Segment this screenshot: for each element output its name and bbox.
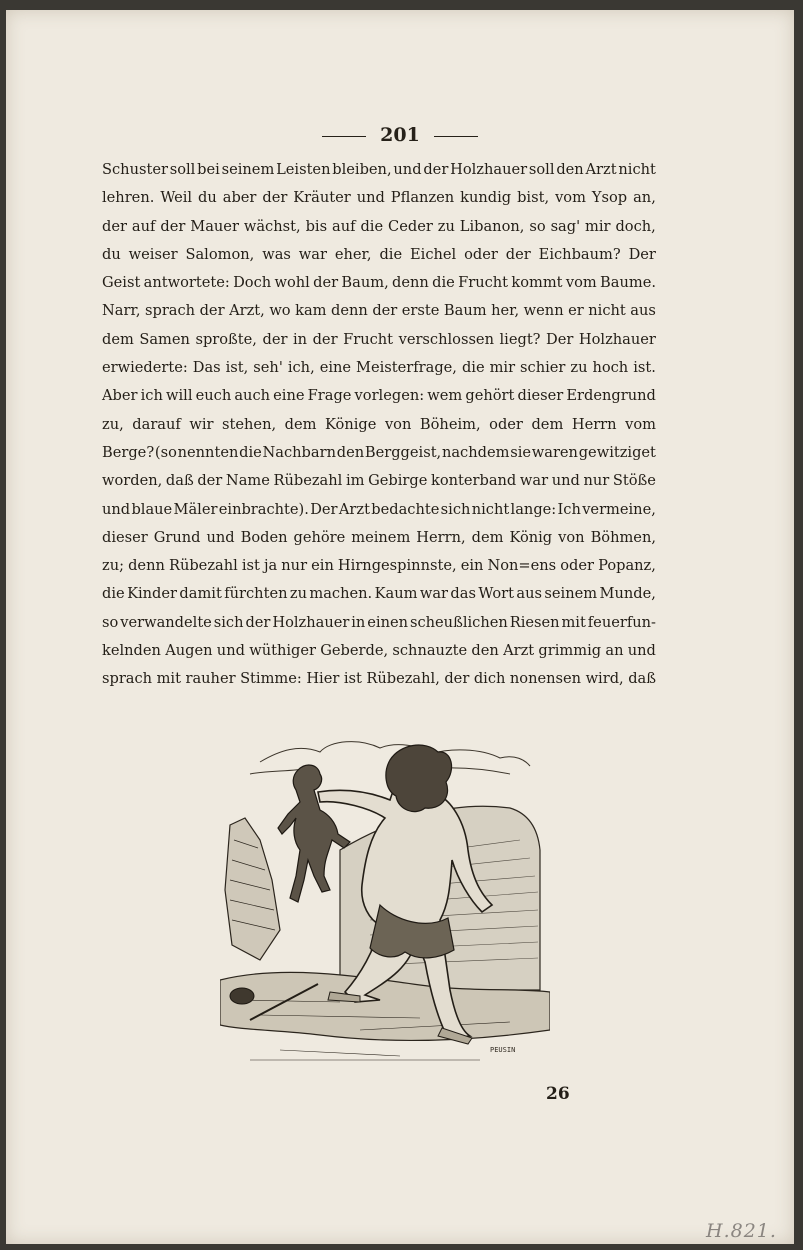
woodcut-illustration <box>220 730 550 1075</box>
header-rule-right <box>434 136 478 137</box>
word: darauf <box>132 415 181 433</box>
word: zu <box>570 359 588 377</box>
word: nicht <box>588 302 626 320</box>
word: zu; <box>102 557 125 575</box>
word: sich <box>440 500 471 518</box>
word: an <box>605 642 624 660</box>
word: der <box>199 302 225 320</box>
word: Schuster <box>102 161 168 178</box>
word: Nachbarn <box>262 443 336 461</box>
text-line <box>102 524 656 552</box>
word: die <box>461 359 485 377</box>
word: der <box>262 189 288 207</box>
word: Ceder <box>388 217 433 235</box>
word: Kinder <box>127 585 177 603</box>
word: Holzhauer <box>272 613 350 631</box>
word: Frucht <box>343 330 394 348</box>
word: Wort <box>478 585 515 603</box>
word: den <box>471 642 499 660</box>
word: seinem <box>544 585 598 603</box>
word: ist <box>241 557 260 575</box>
word: nachdem <box>441 443 510 461</box>
word: der <box>312 330 338 348</box>
word: ich, <box>287 359 315 377</box>
word: von <box>558 528 585 546</box>
word: liegt? <box>499 330 541 348</box>
word: König <box>509 528 553 546</box>
word: Salomon, <box>185 245 255 263</box>
word: der <box>444 670 470 688</box>
word: bis <box>305 217 328 235</box>
word: Ysop <box>591 189 628 207</box>
word: zu, <box>102 415 124 433</box>
word: den <box>336 443 365 461</box>
word: Arzt <box>338 500 370 518</box>
word: Der <box>628 245 656 263</box>
word: vom <box>555 189 586 207</box>
word: Leisten <box>276 161 331 178</box>
word: den <box>556 161 584 178</box>
word: eine <box>319 359 352 377</box>
text-line <box>102 241 656 269</box>
word: und <box>551 472 580 490</box>
word: sprach <box>102 670 153 688</box>
word: der <box>313 274 339 292</box>
word: Arzt <box>503 642 535 660</box>
word: hoch <box>592 359 629 377</box>
word: daß <box>165 472 194 490</box>
text-line <box>102 580 656 608</box>
word: Baume. <box>600 274 656 292</box>
word: Mäler <box>173 500 218 518</box>
text-line <box>102 354 656 382</box>
word: blaue <box>131 500 173 518</box>
word: sprach <box>144 302 196 320</box>
word: bei <box>197 161 220 178</box>
word: Rübezahl <box>273 472 343 490</box>
word: Grund <box>153 528 201 546</box>
word: meinem <box>351 528 411 546</box>
word: aus <box>516 585 543 603</box>
word: Arzt, <box>229 302 265 320</box>
word: sag' <box>550 217 581 235</box>
word: das <box>450 585 476 603</box>
page-number: 201 <box>380 124 420 146</box>
word: und <box>206 528 235 546</box>
body-text <box>102 156 656 694</box>
word: bist, <box>517 189 550 207</box>
word: wir <box>189 415 214 433</box>
word: der <box>372 302 398 320</box>
word: oder <box>464 245 498 263</box>
word: zu <box>289 585 307 603</box>
word: und <box>356 189 385 207</box>
word: von <box>384 415 412 433</box>
word: Rübezahl <box>168 557 238 575</box>
word: nur <box>583 472 610 490</box>
word: waren <box>531 443 578 461</box>
word: in <box>292 330 308 348</box>
word: gehöre <box>293 528 346 546</box>
word: die <box>102 585 125 603</box>
word: einbrachte). <box>218 500 309 518</box>
word: zu <box>437 217 455 235</box>
text-line <box>102 609 656 637</box>
word: Baum <box>443 302 487 320</box>
word: Ich <box>557 500 581 518</box>
word: erwiederte: <box>102 359 188 377</box>
word: Weil <box>160 189 193 207</box>
word: bleiben, <box>332 161 392 178</box>
word: Frucht <box>458 274 509 292</box>
word: her, <box>491 302 520 320</box>
word: war <box>519 472 549 490</box>
word: Berge? <box>102 443 155 461</box>
word: auf <box>131 217 156 235</box>
text-line <box>102 467 656 495</box>
word: Munde, <box>599 585 656 603</box>
word: Der <box>546 330 574 348</box>
word: so <box>529 217 546 235</box>
word: antwortete: <box>143 274 230 292</box>
word: Erdengrund <box>566 387 656 405</box>
word: machen. <box>309 585 373 603</box>
word: er <box>568 302 584 320</box>
word: ist <box>343 670 362 688</box>
word: Rübezahl, <box>366 670 440 688</box>
word: erste <box>401 302 440 320</box>
word: ein <box>311 557 334 575</box>
text-line <box>102 297 656 325</box>
text-line <box>102 665 656 693</box>
word: fürchten <box>224 585 288 603</box>
word: Riesen <box>509 613 560 631</box>
word: Aber <box>102 387 138 405</box>
word: der <box>160 217 186 235</box>
word: dieser <box>102 528 148 546</box>
word: auf <box>332 217 356 235</box>
word: lange: <box>510 500 557 518</box>
word: dieser <box>517 387 564 405</box>
header-rule-left <box>322 136 366 137</box>
word: Holzhauer <box>450 161 528 178</box>
word: Mauer <box>190 217 239 235</box>
word: Böhmen, <box>590 528 656 546</box>
word: soll <box>169 161 196 178</box>
word: und <box>393 161 422 178</box>
word: ist, <box>225 359 249 377</box>
word: Narr, <box>102 302 141 320</box>
word: nennten <box>177 443 239 461</box>
word: und <box>216 642 245 660</box>
word: (so <box>154 443 177 461</box>
word: Herrn, <box>416 528 466 546</box>
word: nicht <box>471 500 510 518</box>
word: wird, <box>585 670 624 688</box>
sheet-number: 26 <box>546 1084 570 1104</box>
word: eher, <box>334 245 372 263</box>
word: gehört <box>465 387 515 405</box>
word: Berggeist, <box>364 443 442 461</box>
word: mit <box>156 670 181 688</box>
word: die <box>360 217 384 235</box>
word: Pflanzen <box>390 189 455 207</box>
word: ist. <box>633 359 656 377</box>
word: Kräuter <box>293 189 351 207</box>
word: Gebirge <box>368 472 428 490</box>
word: Augen <box>165 642 213 660</box>
word: wenn <box>523 302 564 320</box>
text-line <box>102 156 656 184</box>
word: Stimme: <box>240 670 302 688</box>
word: nonensen <box>509 670 582 688</box>
word: vom <box>565 274 597 292</box>
word: oder <box>560 557 595 575</box>
word: du <box>198 189 217 207</box>
word: feuerfun- <box>587 613 656 631</box>
word: Arzt <box>585 161 617 178</box>
word: stehen, <box>222 415 277 433</box>
word: kam <box>295 302 327 320</box>
word: denn <box>128 557 165 575</box>
word: sie <box>510 443 531 461</box>
word: was <box>262 245 291 263</box>
word: kelnden <box>102 642 161 660</box>
text-line <box>102 269 656 297</box>
word: dem <box>284 415 317 433</box>
text-line <box>102 326 656 354</box>
word: die <box>379 245 403 263</box>
text-line <box>102 496 656 524</box>
word: der <box>102 217 127 235</box>
word: Non=ens <box>487 557 557 575</box>
text-line <box>102 552 656 580</box>
word: Frage <box>307 387 352 405</box>
word: denn <box>331 302 368 320</box>
word: sich <box>213 613 244 631</box>
word: kundig <box>460 189 512 207</box>
word: kommt <box>511 274 563 292</box>
word: der <box>262 330 288 348</box>
word: Eichbaum? <box>538 245 621 263</box>
word: vermeine, <box>582 500 656 518</box>
handwritten-shelfmark: H.821. <box>706 1220 777 1242</box>
word: sproßte, <box>195 330 257 348</box>
word: damit <box>179 585 222 603</box>
word: wo <box>269 302 291 320</box>
word: mit <box>561 613 586 631</box>
word: weiser <box>128 245 178 263</box>
word: oder <box>489 415 523 433</box>
word: dich <box>473 670 506 688</box>
word: dem <box>471 528 504 546</box>
word: ja <box>263 557 278 575</box>
word: Boden <box>240 528 288 546</box>
word: schier <box>520 359 566 377</box>
word: Böheim, <box>419 415 481 433</box>
word: war <box>298 245 327 263</box>
word: an, <box>633 189 656 207</box>
word: doch, <box>615 217 656 235</box>
word: verwandelte <box>120 613 212 631</box>
word: nur <box>281 557 308 575</box>
word: einen <box>367 613 409 631</box>
book-page <box>6 10 794 1244</box>
word: worden, <box>102 472 163 490</box>
word: dem <box>531 415 564 433</box>
word: ich <box>140 387 163 405</box>
word: Hirngespinnste, <box>337 557 457 575</box>
word: auch <box>234 387 271 405</box>
word: Geist <box>102 274 141 292</box>
word: die <box>239 443 262 461</box>
word: mir <box>489 359 516 377</box>
text-line <box>102 637 656 665</box>
word: eine <box>273 387 305 405</box>
word: in <box>351 613 366 631</box>
word: denn <box>392 274 429 292</box>
word: Hier <box>306 670 340 688</box>
word: Name <box>225 472 270 490</box>
word: so <box>102 613 119 631</box>
word: verschlossen <box>398 330 494 348</box>
word: war <box>419 585 449 603</box>
illustration-signature: PEUSIN <box>490 1046 516 1054</box>
word: Stöße <box>612 472 656 490</box>
word: gewitziget <box>578 443 656 461</box>
word: lehren. <box>102 189 155 207</box>
word: rauher <box>185 670 236 688</box>
word: du <box>102 245 121 263</box>
word: die <box>432 274 455 292</box>
word: grimmig <box>538 642 602 660</box>
word: daß <box>628 670 656 688</box>
word: scheußlichen <box>409 613 508 631</box>
word: schnauzte <box>392 642 468 660</box>
word: seinem <box>221 161 275 178</box>
word: aber <box>222 189 257 207</box>
text-line <box>102 439 656 467</box>
word: seh' <box>253 359 283 377</box>
word: mir <box>585 217 611 235</box>
word: der <box>197 472 223 490</box>
word: wächst, <box>243 217 301 235</box>
word: im <box>345 472 365 490</box>
word: Kaum <box>374 585 418 603</box>
word: Doch <box>233 274 272 292</box>
word: Libanon, <box>459 217 525 235</box>
word: aus <box>630 302 656 320</box>
word: Könige <box>325 415 377 433</box>
word: wohl <box>274 274 310 292</box>
word: ein <box>460 557 484 575</box>
text-line <box>102 184 656 212</box>
word: bedachte <box>371 500 440 518</box>
word: euch <box>195 387 232 405</box>
word: Eichel <box>410 245 457 263</box>
word: nicht <box>618 161 656 178</box>
page-header <box>6 124 794 146</box>
word: konterband <box>430 472 517 490</box>
word: wem <box>427 387 463 405</box>
word: Baum, <box>341 274 389 292</box>
word: der <box>245 613 271 631</box>
text-line <box>102 213 656 241</box>
word: soll <box>528 161 555 178</box>
word: der <box>505 245 531 263</box>
word: vom <box>625 415 656 433</box>
word: will <box>166 387 193 405</box>
word: wüthiger <box>249 642 316 660</box>
word: Das <box>192 359 221 377</box>
word: dem <box>102 330 134 348</box>
word: der <box>423 161 449 178</box>
word: Samen <box>139 330 190 348</box>
word: und <box>102 500 131 518</box>
text-line <box>102 382 656 410</box>
word: Herrn <box>571 415 617 433</box>
word: Popanz, <box>598 557 656 575</box>
word: Holzhauer <box>578 330 656 348</box>
word: Geberde, <box>320 642 389 660</box>
word: Der <box>310 500 338 518</box>
text-line <box>102 411 656 439</box>
word: und <box>627 642 656 660</box>
word: vorlegen: <box>354 387 425 405</box>
word: Meisterfrage, <box>356 359 457 377</box>
